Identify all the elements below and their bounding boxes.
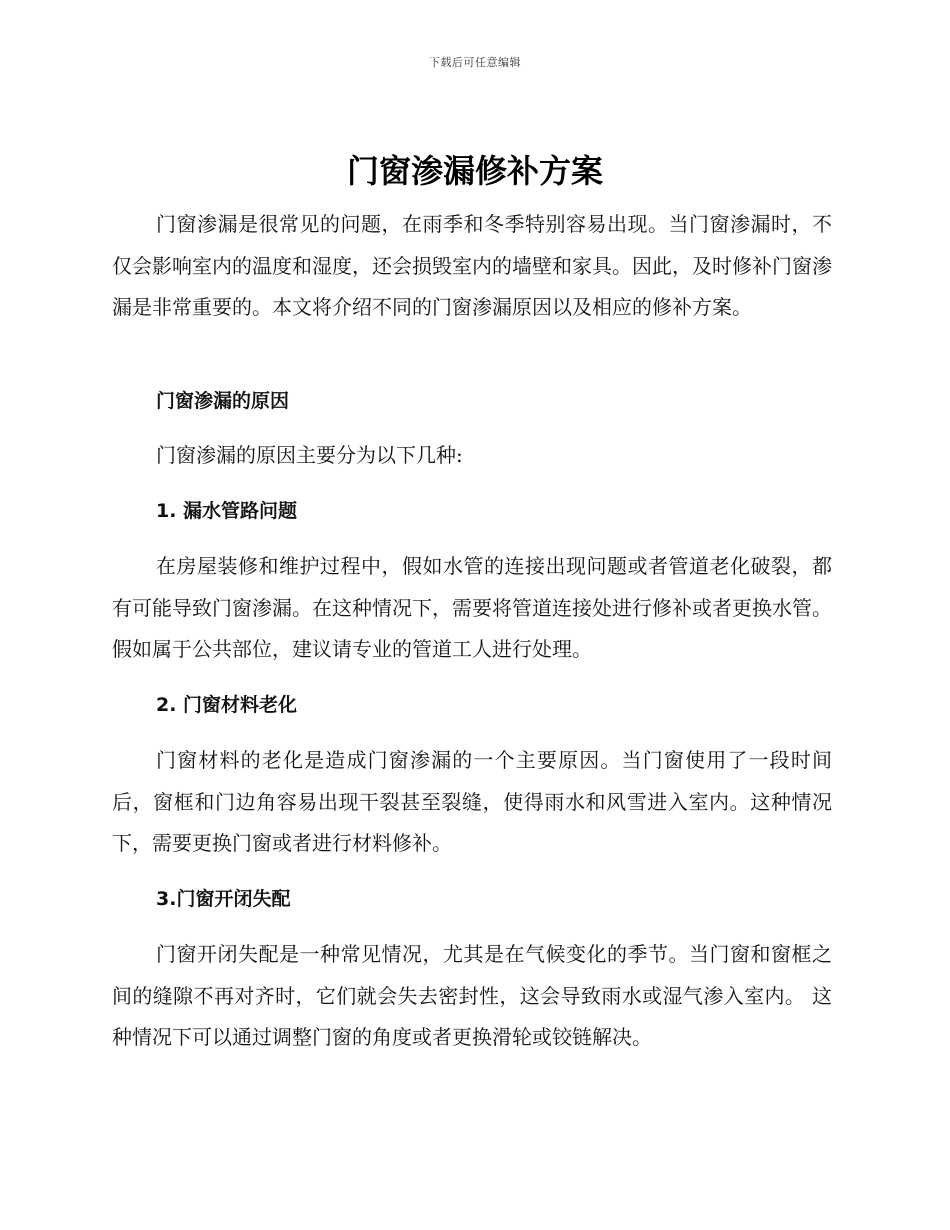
- cause-paragraph-pipe-leak: 在房屋装修和维护过程中，假如水管的连接出现问题或者管道老化破裂，都有可能导致门窗渗漏。在这种情况下，需要将管道连接处进行修补或者更换水管。假如属于公共部位，建议请专业的管道工人进行处理。: [112, 554, 832, 661]
- causes-intro-paragraph: 门窗渗漏的原因主要分为以下几种:: [156, 443, 463, 467]
- cause-paragraph-misalignment: 门窗开闭失配是一种常见情况，尤其是在气候变化的季节。当门窗和窗框之间的缝隙不再对齐时，它们就会失去密封性，这会导致雨水或湿气渗入室内。 这种情况下可以通过调整门窗的角度或者更换滑轮或铰链解决。: [112, 942, 832, 1049]
- document-title: 门窗渗漏修补方案: [346, 152, 603, 190]
- cause-paragraph-material-aging: 门窗材料的老化是造成门窗渗漏的一个主要原因。当门窗使用了一段时间后，窗框和门边角容易出现干裂甚至裂缝，使得雨水和风雪进入室内。这种情况下，需要更换门窗或者进行材料修补。: [112, 748, 832, 855]
- cause-heading-misalignment: 3.门窗开闭失配: [156, 888, 291, 910]
- cause-heading-pipe-leak: 1. 漏水管路问题: [156, 500, 298, 522]
- header-note: 下载后可任意编辑: [429, 56, 521, 69]
- intro-paragraph: 门窗渗漏是很常见的问题，在雨季和冬季特别容易出现。当门窗渗漏时，不仅会影响室内的温度和湿度，还会损毁室内的墙壁和家具。因此，及时修补门窗渗漏是非常重要的。本文将介绍不同的门窗渗漏原因以及相应的修补方案。: [112, 212, 832, 319]
- cause-heading-material-aging: 2. 门窗材料老化: [156, 694, 298, 716]
- section-heading-causes: 门窗渗漏的原因: [156, 390, 290, 412]
